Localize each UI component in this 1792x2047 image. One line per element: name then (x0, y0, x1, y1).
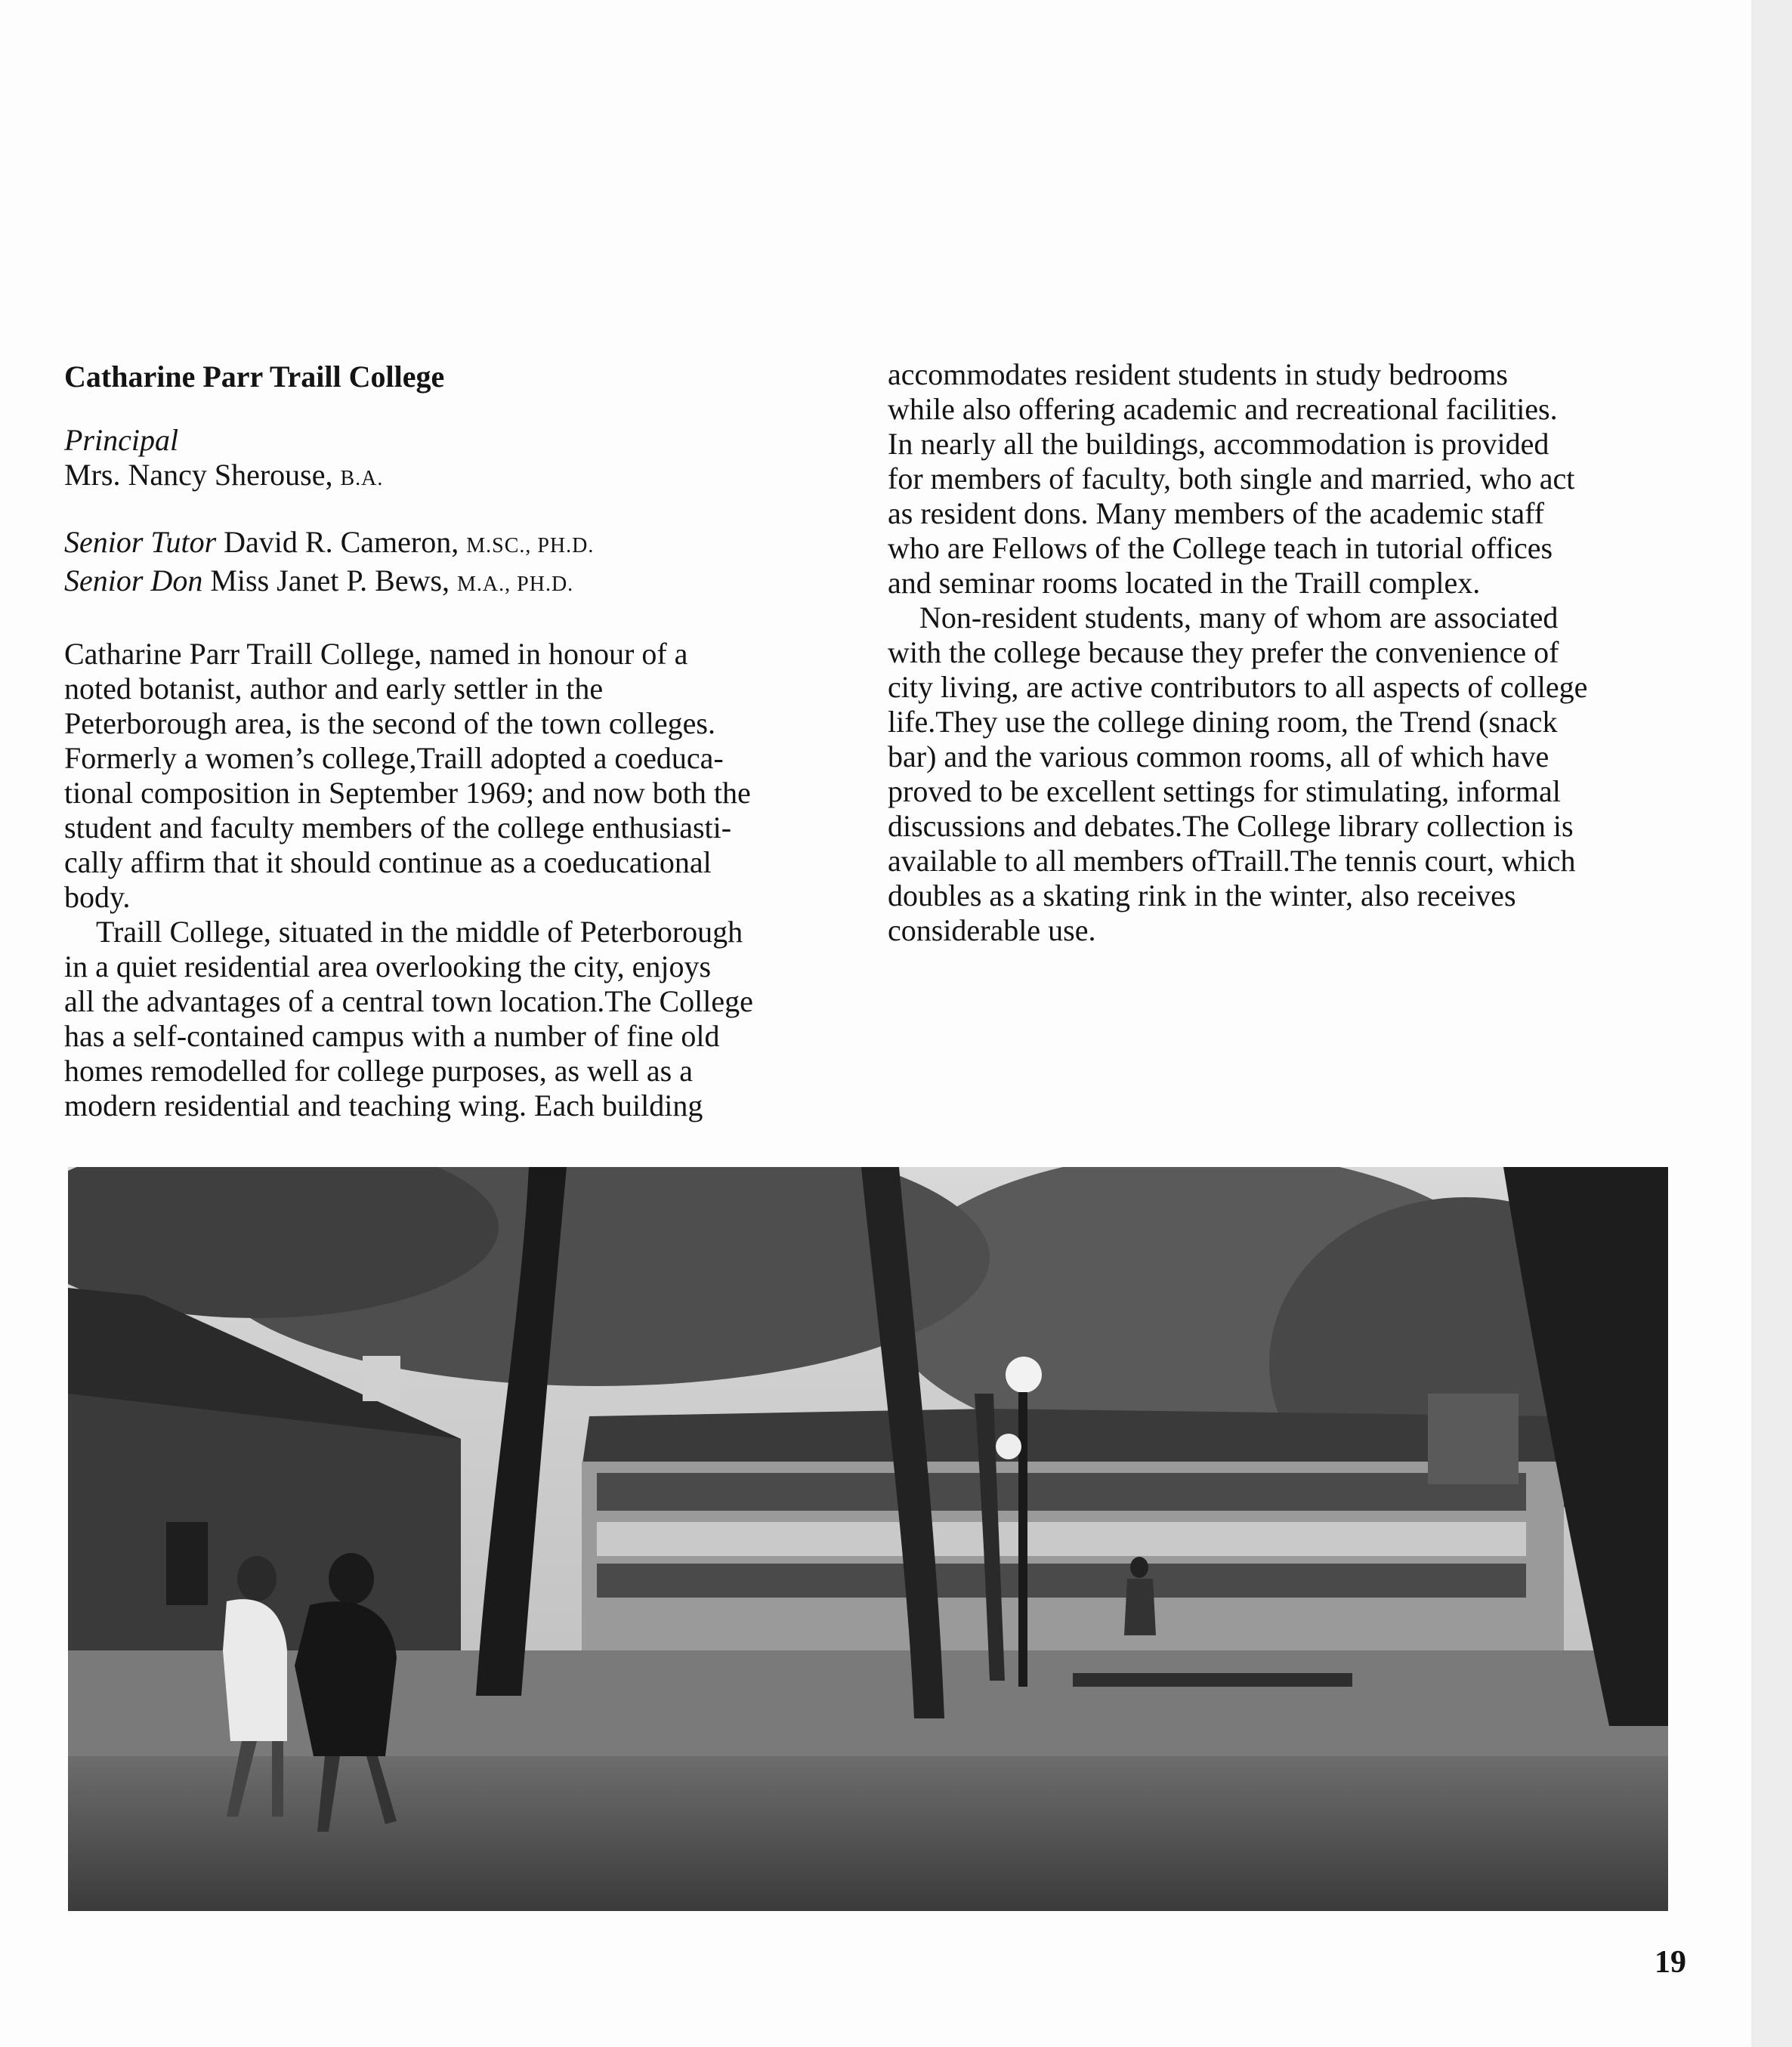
person-head (237, 1556, 277, 1601)
chimney-block (1428, 1394, 1519, 1484)
senior-tutor-label: Senior Tutor (64, 525, 217, 559)
text-line: proved to be excellent settings for stimulating, informal (888, 774, 1561, 808)
balcony-band (597, 1522, 1526, 1556)
lamp-globe (996, 1434, 1021, 1459)
text-line: cally affirm that it should continue as a coeducational (64, 845, 712, 879)
text-line: doubles as a skating rink in the winter, also receives (888, 878, 1516, 912)
senior-don-name: Miss Janet P. Bews, (202, 563, 458, 597)
lamp-post (1018, 1392, 1027, 1687)
campus-photo (68, 1167, 1668, 1911)
window-band (597, 1473, 1526, 1511)
principal-label: Principal (64, 423, 179, 457)
text-line: while also offering academic and recreational facilities. (888, 392, 1558, 426)
text-line: considerable use. (888, 913, 1096, 947)
text-line: for members of faculty, both single and married, who act (888, 462, 1575, 496)
text-line: available to all members ofTraill.The tennis court, which (888, 844, 1576, 878)
left-paragraph-2 (64, 915, 842, 1123)
person-coat (1124, 1579, 1156, 1635)
senior-tutor-degree: M.SC., PH.D. (466, 534, 595, 557)
text-line: and seminar rooms located in the Traill complex. (888, 566, 1481, 600)
principal-degree: B.A. (340, 467, 384, 490)
person-coat (223, 1599, 287, 1741)
chimney (363, 1356, 400, 1401)
text-line: Traill College, situated in the middle of Peterborough (96, 915, 743, 949)
text-line: In nearly all the buildings, accommodation is provided (888, 427, 1549, 461)
right-paragraph-2 (888, 601, 1666, 948)
left-column (64, 360, 842, 1123)
text-line: life.They use the college dining room, the Trend (snack (888, 705, 1558, 739)
text-line: Non-resident students, many of whom are associated (919, 601, 1559, 634)
text-line: tional composition in September 1969; and now both the (64, 776, 751, 810)
senior-don-label: Senior Don (64, 563, 203, 597)
house-window (166, 1522, 208, 1605)
text-line: noted botanist, author and early settler in the (64, 672, 604, 705)
person-coat (295, 1601, 397, 1756)
text-line: modern residential and teaching wing. Each building (64, 1088, 703, 1122)
staff-block (64, 525, 842, 602)
principal-block (64, 423, 842, 496)
principal-name: Mrs. Nancy Sherouse, (64, 458, 341, 492)
person-head (329, 1553, 374, 1604)
senior-tutor-name: David R. Cameron, (216, 525, 467, 559)
text-line: Peterborough area, is the second of the town colleges. (64, 706, 715, 740)
bench (1073, 1673, 1352, 1687)
text-line: city living, are active contributors to all aspects of college (888, 670, 1588, 704)
text-line: bar) and the various common rooms, all of which have (888, 739, 1549, 773)
college-heading: Catharine Parr Traill College (64, 360, 445, 394)
text-line: Formerly a women’s college,Traill adopted a coeduca- (64, 741, 724, 775)
text-line: as resident dons. Many members of the academic staff (888, 496, 1544, 530)
text-line: body. (64, 880, 131, 914)
left-paragraph-1 (64, 637, 842, 915)
text-line: accommodates resident students in study bedrooms (888, 357, 1508, 391)
text-line: who are Fellows of the College teach in tutorial offices (888, 531, 1553, 565)
right-column (888, 357, 1666, 948)
text-line: with the college because they prefer the convenience of (888, 635, 1559, 669)
text-line: Catharine Parr Traill College, named in honour of a (64, 637, 688, 671)
window-band (597, 1564, 1526, 1598)
senior-don-degree: M.A., PH.D. (457, 573, 574, 596)
page-edge (1751, 0, 1792, 2047)
text-line: all the advantages of a central town location.The College (64, 984, 753, 1018)
person-head (1130, 1557, 1148, 1578)
page-number: 19 (1655, 1945, 1686, 1980)
text-line: homes remodelled for college purposes, as well as a (64, 1054, 693, 1088)
text-line: discussions and debates.The College library collection is (888, 809, 1574, 843)
right-paragraph-1 (888, 357, 1666, 601)
lamp-globe (1006, 1357, 1042, 1393)
road (68, 1756, 1668, 1911)
text-line: has a self-contained campus with a number of fine old (64, 1019, 720, 1053)
text-line: in a quiet residential area overlooking the city, enjoys (64, 949, 712, 983)
text-line: student and faculty members of the college enthusiasti- (64, 810, 732, 844)
